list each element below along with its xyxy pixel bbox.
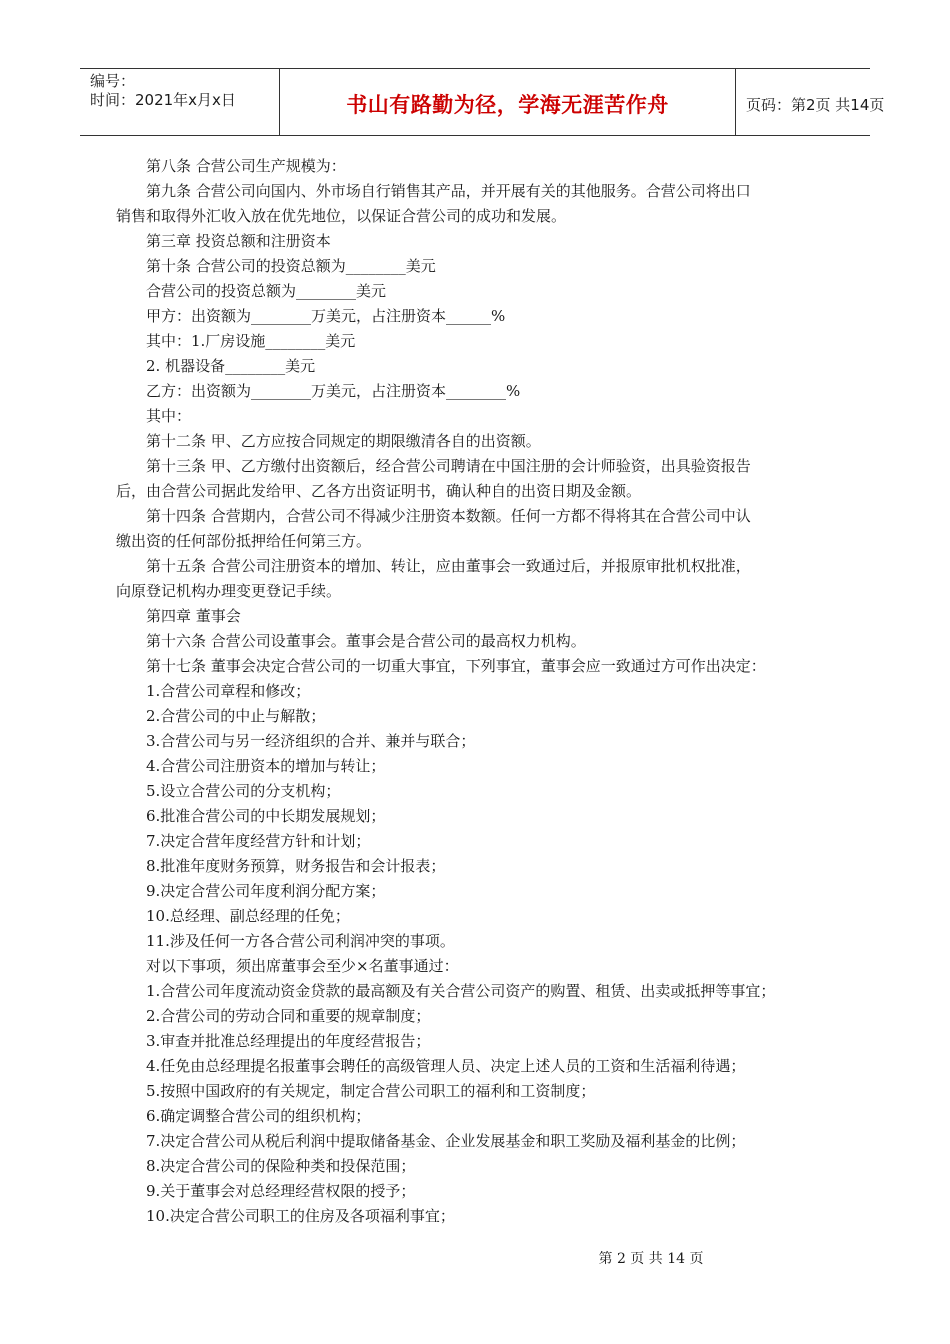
paragraph-line: 第十条 合营公司的投资总额为________美元 — [146, 257, 436, 275]
paragraph-line: 1.合营公司年度流动资金贷款的最高额及有关合营公司资产的购置、租赁、出卖或抵押等事宜； — [146, 982, 776, 1000]
paragraph-line: 7.决定合营公司从税后利润中提取储备基金、企业发展基金和职工奖励及福利基金的比例； — [146, 1132, 746, 1150]
paragraph-line: 1.合营公司章程和修改； — [146, 682, 311, 700]
page-footer — [0, 1248, 950, 1268]
paragraph-line: 第十六条 合营公司设董事会。董事会是合营公司的最高权力机构。 — [146, 632, 586, 650]
paragraph-line: 第十七条 董事会决定合营公司的一切重大事宜，下列事宜，董事会应一致通过方可作出决定： — [146, 657, 766, 675]
paragraph-line: 7.决定合营年度经营方针和计划； — [146, 832, 371, 850]
paragraph-line: 2.合营公司的劳动合同和重要的规章制度； — [146, 1007, 431, 1025]
paragraph-line: 第十五条 合营公司注册资本的增加、转让，应由董事会一致通过后，并报原审批机权批准， — [146, 557, 751, 575]
paragraph-line: 其中：1.厂房设施________美元 — [146, 332, 356, 350]
paragraph-line: 第十三条 甲、乙方缴付出资额后，经合营公司聘请在中国注册的会计师验资，出具验资报告 — [146, 457, 751, 475]
header-meta — [80, 69, 280, 135]
paragraph-line: 3.审查并批准总经理提出的年度经营报告； — [146, 1032, 431, 1050]
header-motto: 书山有路勤为径，学海无涯苦作舟 — [280, 69, 736, 135]
paragraph-line: 向原登记机构办理变更登记手续。 — [116, 582, 342, 600]
paragraph-line: 11.涉及任何一方各合营公司利润冲突的事项。 — [146, 932, 455, 950]
doc-number-label: 编号： — [90, 72, 136, 90]
paragraph-line: 9.关于董事会对总经理经营权限的授予； — [146, 1182, 416, 1200]
paragraph-line: 甲方：出资额为________万美元，占注册资本______% — [146, 307, 506, 325]
paragraph-line: 第四章 董事会 — [146, 607, 241, 625]
paragraph-line: 第九条 合营公司向国内、外市场自行销售其产品，并开展有关的其他服务。合营公司将出口 — [146, 182, 751, 200]
paragraph-line: 第八条 合营公司生产规模为： — [146, 157, 346, 175]
document-body — [116, 154, 866, 1229]
paragraph-line: 对以下事项，须出席董事会至少×名董事通过： — [146, 957, 459, 975]
paragraph-line: 3.合营公司与另一经济组织的合并、兼并与联合； — [146, 732, 476, 750]
paragraph-line: 5.按照中国政府的有关规定，制定合营公司职工的福利和工资制度； — [146, 1082, 596, 1100]
footer-page-number: 第 2 页 共 14 页 — [598, 1251, 704, 1267]
header-page-info: 页码：第2页 共14页 — [746, 95, 885, 114]
paragraph-line: 10.总经理、副总经理的任免； — [146, 907, 350, 925]
paragraph-line: 9.决定合营公司年度利润分配方案； — [146, 882, 386, 900]
paragraph-line: 乙方：出资额为________万美元，占注册资本________% — [146, 382, 521, 400]
paragraph-line: 销售和取得外汇收入放在优先地位，以保证合营公司的成功和发展。 — [116, 207, 567, 225]
paragraph-line: 6.确定调整合营公司的组织机构； — [146, 1107, 371, 1125]
paragraph-line: 第十四条 合营期内，合营公司不得减少注册资本数额。任何一方都不得将其在合营公司中认 — [146, 507, 751, 525]
paragraph-line: 第十二条 甲、乙方应按合同规定的期限缴清各自的出资额。 — [146, 432, 541, 450]
paragraph-line: 8.批准年度财务预算，财务报告和会计报表； — [146, 857, 446, 875]
paragraph-line: 合营公司的投资总额为________美元 — [146, 282, 387, 300]
paragraph-line: 后，由合营公司据此发给甲、乙各方出资证明书，确认种自的出资日期及金额。 — [116, 482, 642, 500]
paragraph-line: 缴出资的任何部份抵押给任何第三方。 — [116, 532, 372, 550]
paragraph-line: 8.决定合营公司的保险种类和投保范围； — [146, 1157, 416, 1175]
paragraph-line: 第三章 投资总额和注册资本 — [146, 232, 331, 250]
paragraph-line: 4.合营公司注册资本的增加与转让； — [146, 757, 386, 775]
paragraph-line: 6.批准合营公司的中长期发展规划； — [146, 807, 386, 825]
paragraph-line: 4.任免由总经理提名报董事会聘任的高级管理人员、决定上述人员的工资和生活福利待遇； — [146, 1057, 746, 1075]
paragraph-line: 5.设立合营公司的分支机构； — [146, 782, 341, 800]
paragraph-line: 10.决定合营公司职工的住房及各项福利事宜； — [146, 1207, 455, 1225]
page-header — [80, 68, 885, 136]
paragraph-line: 2.合营公司的中止与解散； — [146, 707, 326, 725]
date-line: 时间：2021年x月x日 — [90, 91, 236, 109]
paragraph-line: 2. 机器设备________美元 — [146, 357, 316, 375]
paragraph-line: 其中： — [146, 407, 192, 425]
